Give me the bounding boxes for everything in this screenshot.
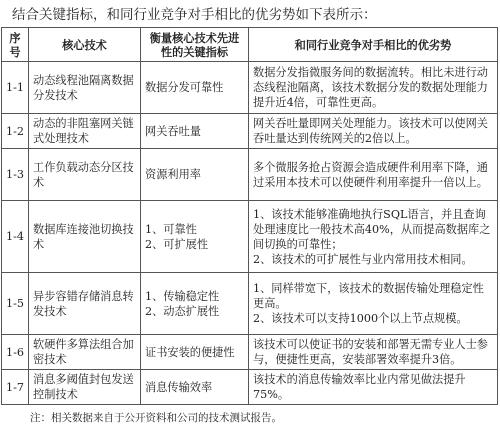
row-tech: 消息多阈值封包发送控制技术 [29, 370, 141, 405]
comparison-line: 2、该技术的可扩展性与业内常用技术相同。 [253, 252, 473, 266]
row-no: 1-4 [2, 201, 29, 273]
footnote: 注：相关数据来自于公开资料和公司的技术测试报告。 [30, 412, 282, 424]
row-no: 1-1 [2, 62, 29, 114]
metric-line: 2、动态扩展性 [145, 304, 220, 318]
row-metric [141, 201, 249, 273]
row-tech: 异步容错存储消息转发技术 [29, 273, 141, 335]
row-no: 1-7 [2, 370, 29, 405]
table-row [2, 201, 498, 273]
row-no: 1-3 [2, 149, 29, 201]
table-header-row [2, 28, 498, 62]
row-comparison: 数据分发指微服务间的数据流转。相比未进行动态线程池隔离，该技术数据分发的数据处理能力提升近4倍，可靠性更高。 [249, 62, 498, 114]
table-row [2, 114, 498, 149]
row-tech: 工作负载动态分区技术 [29, 149, 141, 201]
comparison-line: 1、该技术能够准确地执行SQL语言，并且查询处理速度比一般技术高40%，从而提高数据库之间切换的可靠性； [253, 207, 491, 251]
header-comparison: 和同行业竞争对手相比的优劣势 [249, 28, 498, 62]
comparison-line: 2、该技术可以支持1000个以上节点规模。 [253, 312, 468, 325]
row-no: 1-5 [2, 273, 29, 335]
table-row [2, 62, 498, 114]
header-metric: 衡量核心技术先进性的关键指标 [141, 28, 249, 62]
row-comparison: 多个微服务抢占资源会造成硬件利用率下降，通过采用本技术可以使硬件利用率提升一倍以上。 [249, 149, 498, 201]
table-row [2, 149, 498, 201]
header-tech: 核心技术 [29, 28, 141, 62]
row-metric: 网关吞吐量 [141, 114, 249, 149]
row-metric: 数据分发可靠性 [141, 62, 249, 114]
table-row [2, 273, 498, 335]
row-metric: 证书安装的便捷性 [141, 335, 249, 370]
row-metric: 消息传输效率 [141, 370, 249, 405]
row-comparison: 该技术的消息传输效率比业内常见做法提升75%。 [249, 370, 498, 405]
metric-line: 1、可靠性 [145, 222, 197, 236]
row-no: 1-2 [2, 114, 29, 149]
metric-line: 1、传输稳定性 [145, 289, 220, 303]
row-tech: 数据库连接池切换技术 [29, 201, 141, 273]
row-metric: 资源利用率 [141, 149, 249, 201]
table-row [2, 370, 498, 405]
row-metric [141, 273, 249, 335]
comparison-line: 1、同样带宽下，该技术的数据传输处理稳定性更高。 [253, 282, 484, 310]
row-comparison: 网关吞吐量即网关处理能力。该技术可以使网关吞吐量达到传统网关的2倍以上。 [249, 114, 498, 149]
intro-text: 结合关键指标，和同行业竞争对手相比的优劣势如下表所示： [12, 7, 377, 23]
row-no: 1-6 [2, 335, 29, 370]
row-tech: 动态的非阻塞网关链式处理技术 [29, 114, 141, 149]
row-tech: 动态线程池隔离数据分发技术 [29, 62, 141, 114]
row-comparison: 该技术可以使证书的安装和部署无需专业人士参与，便捷性更高，安装部署效率提升3倍。 [249, 335, 498, 370]
header-no: 序号 [2, 28, 29, 62]
metric-line: 2、可扩展性 [145, 237, 209, 251]
row-comparison [249, 201, 498, 273]
row-tech: 软硬件多算法组合加密技术 [29, 335, 141, 370]
row-comparison [249, 273, 498, 335]
table-row [2, 335, 498, 370]
comparison-table [1, 27, 498, 405]
